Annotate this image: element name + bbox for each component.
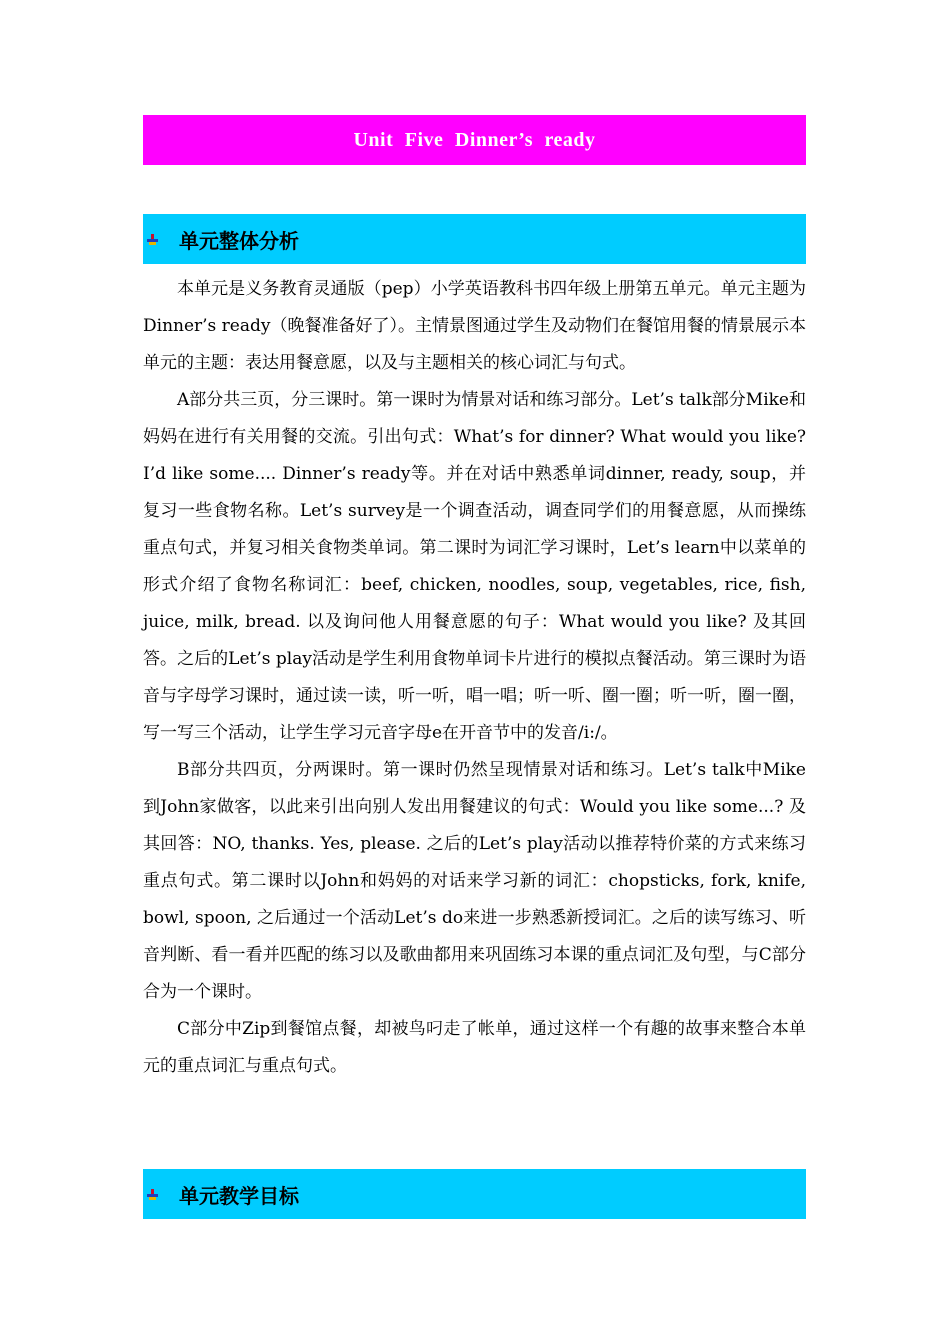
section-header-analysis — [143, 214, 806, 264]
bullet-arrow-icon — [147, 234, 158, 245]
paragraph: B部分共四页，分两课时。第一课时仍然呈现情景对话和练习。Let’s talk中Mike到John家做客，以此来引出向别人发出用餐建议的句式：Would you like some...? 及其回答：NO, thanks. Yes, please. 之后的Let’s play活动以推荐特价菜的方式来练习重点句式。第二课时以John和妈妈的对话来学习新的词汇：chopsticks, fork, knife, bowl, spoon, 之后通过一个活动Let’s do来进一步熟悉新授词汇。之后的读写练习、听音判断、看一看并匹配的练习以及歌曲都用来巩固练习本课的重点词汇及句型，与C部分合为一个课时。 — [143, 760, 806, 1002]
section-header-goals — [143, 1169, 806, 1219]
paragraph: 本单元是义务教育灵通版（pep）小学英语教科书四年级上册第五单元。单元主题为Dinner’s ready（晚餐准备好了）。主情景图通过学生及动物们在餐馆用餐的情景展示本单元的主题：表达用餐意愿，以及与主题相关的核心词汇与句式。 — [143, 279, 806, 373]
analysis-body — [143, 271, 806, 1085]
unit-title: Unit Five Dinner’s ready — [353, 128, 596, 151]
unit-title-banner — [143, 115, 806, 165]
section-heading: 单元整体分析 — [179, 228, 299, 253]
paragraph: C部分中Zip到餐馆点餐，却被鸟叼走了帐单，通过这样一个有趣的故事来整合本单元的重点词汇与重点句式。 — [143, 1019, 806, 1076]
section-heading: 单元教学目标 — [179, 1183, 299, 1208]
bullet-arrow-icon — [147, 1189, 158, 1200]
paragraph: A部分共三页，分三课时。第一课时为情景对话和练习部分。Let’s talk部分Mike和妈妈在进行有关用餐的交流。引出句式：What’s for dinner? What would you like? I’d like some.... Dinner’s ready等。并在对话中熟悉单词dinner, ready, soup，并复习一些食物名称。Let’s survey是一个调查活动，调查同学们的用餐意愿，从而操练重点句式，并复习相关食物类单词。第二课时为词汇学习课时，Let’s learn中以菜单的形式介绍了食物名称词汇：beef, chicken, noodles, soup, vegetables, rice, fish, juice, milk, bread. 以及询问他人用餐意愿的句子：What would you like? 及其回答。之后的Let’s play活动是学生利用食物单词卡片进行的模拟点餐活动。第三课时为语音与字母学习课时，通过读一读，听一听，唱一唱；听一听、圈一圈；听一听，圈一圈，写一写三个活动，让学生学习元音字母e在开音节中的发音/i:/。 — [143, 390, 806, 743]
